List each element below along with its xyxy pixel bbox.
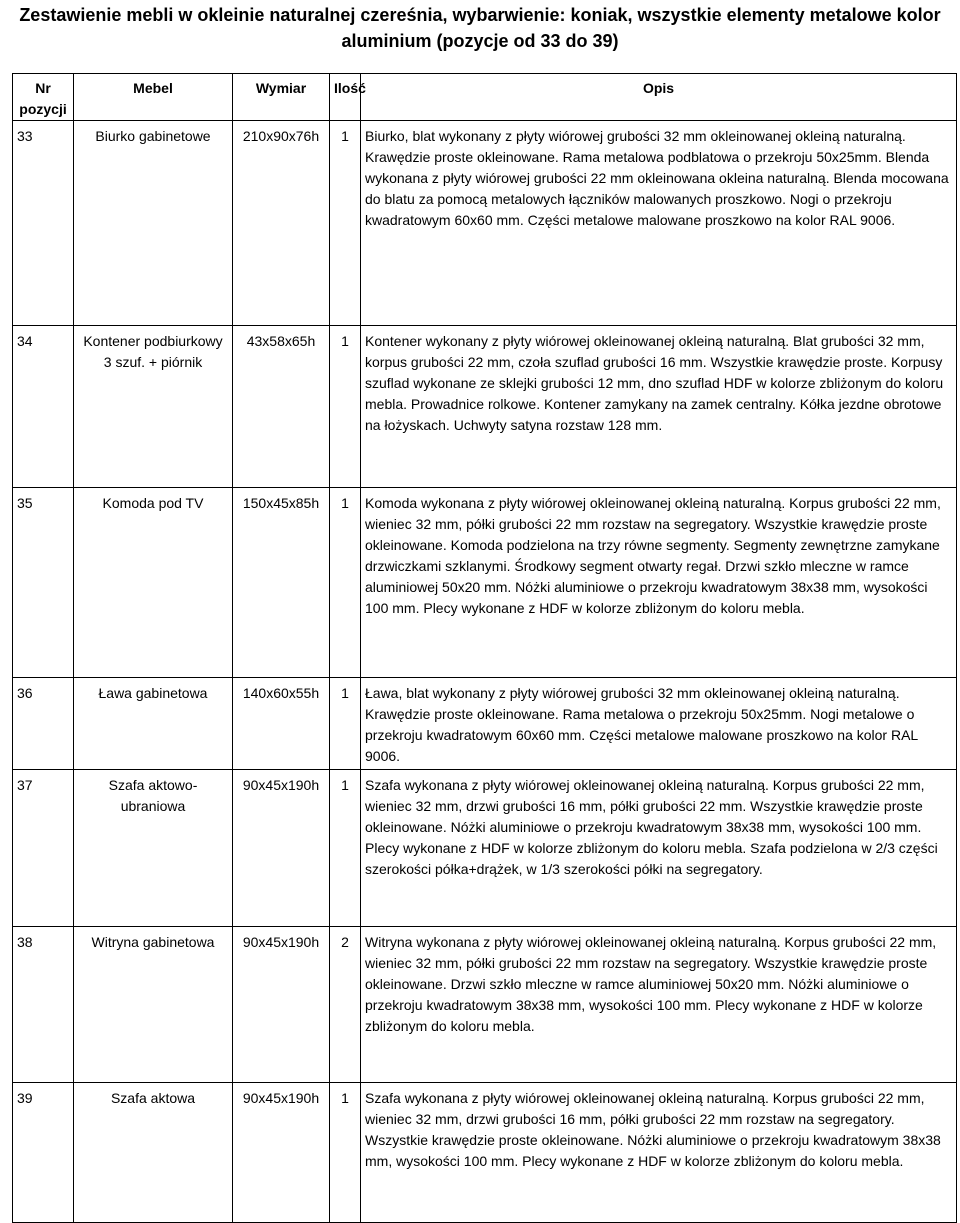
cell-wymiar: 90x45x190h: [233, 770, 330, 927]
cell-nr: 39: [13, 1083, 74, 1223]
cell-wymiar: 90x45x190h: [233, 1083, 330, 1223]
cell-opis: Szafa wykonana z płyty wiórowej okleinowanej okleiną naturalną. Korpus grubości 22 mm, wieniec 32 mm, drzwi grubości 16 mm, półki grubości 22 mm. Wszystkie krawędzie proste okleinowane. Nóżki aluminiowe o przekroju kwadratowym 38x38 mm, wysokości 100 mm. Plecy wykonane z HDF w kolorze zbliżonym do koloru mebla. Szafa podzielona w 2/3 części szerokości półka+drążek, w 1/3 szerokości półki na segregatory.: [361, 770, 957, 927]
cell-wymiar: 210x90x76h: [233, 121, 330, 326]
cell-mebel: Komoda pod TV: [74, 488, 233, 678]
page-title: Zestawienie mebli w okleinie naturalnej czereśnia, wybarwienie: koniak, wszystkie elementy metalowe kolor aluminium (pozycje od 33 do 39): [19, 5, 941, 51]
cell-nr: 33: [13, 121, 74, 326]
cell-opis: Witryna wykonana z płyty wiórowej okleinowanej okleiną naturalną. Korpus grubości 22 mm, wieniec 32 mm, półki grubości 22 mm rozstaw na segregatory. Wszystkie krawędzie proste okleinowane. Drzwi szkło mleczne w ramce aluminiowej 50x20 mm. Nóżki aluminiowe o przekroju kwadratowym 38x38 mm, wysokości 100 mm. Plecy wykonane z HDF w kolorze zbliżonym do koloru mebla.: [361, 927, 957, 1083]
header-wymiar: Wymiar: [233, 74, 330, 121]
table-row: [13, 927, 957, 1083]
cell-mebel: Biurko gabinetowe: [74, 121, 233, 326]
header-mebel: Mebel: [74, 74, 233, 121]
cell-nr: 38: [13, 927, 74, 1083]
header-ilosc: Ilość: [330, 74, 361, 121]
table-row: [13, 770, 957, 927]
table-row: [13, 488, 957, 678]
cell-mebel: Szafa aktowo-ubraniowa: [74, 770, 233, 927]
cell-ilosc: 1: [330, 770, 361, 927]
cell-opis: Ława, blat wykonany z płyty wiórowej grubości 32 mm okleinowanej okleiną naturalną. Krawędzie proste okleinowane. Rama metalowa o przekroju 50x25mm. Nogi metalowe o przekroju kwadratowym 60x60 mm. Części metalowe malowane proszkowo na kolor RAL 9006.: [361, 678, 957, 770]
header-opis: Opis: [361, 74, 957, 121]
table-row: [13, 326, 957, 488]
cell-mebel: Kontener podbiurkowy 3 szuf. + piórnik: [74, 326, 233, 488]
cell-nr: 35: [13, 488, 74, 678]
cell-ilosc: 1: [330, 121, 361, 326]
cell-ilosc: 1: [330, 488, 361, 678]
cell-ilosc: 1: [330, 1083, 361, 1223]
cell-wymiar: 150x45x85h: [233, 488, 330, 678]
table-row: [13, 121, 957, 326]
table-header-row: [13, 74, 957, 121]
cell-opis: Komoda wykonana z płyty wiórowej okleinowanej okleiną naturalną. Korpus grubości 22 mm, wieniec 32 mm, półki grubości 22 mm rozstaw na segregatory. Wszystkie krawędzie proste okleinowane. Komoda podzielona na trzy równe segmenty. Segmenty zewnętrzne zamykane drzwiczkami szklanymi. Środkowy segment otwarty regał. Drzwi szkło mleczne w ramce aluminiowej 50x20 mm. Nóżki aluminiowe o przekroju kwadratowym 38x38 mm, wysokości 100 mm. Plecy wykonane z HDF w kolorze zbliżonym do koloru mebla.: [361, 488, 957, 678]
cell-nr: 37: [13, 770, 74, 927]
cell-nr: 36: [13, 678, 74, 770]
table-row: [13, 678, 957, 770]
furniture-table: [12, 73, 957, 1223]
cell-opis: Kontener wykonany z płyty wiórowej okleinowanej okleiną naturalną. Blat grubości 32 mm, korpus grubości 22 mm, czoła szuflad grubości 16 mm. Wszystkie krawędzie proste. Korpusy szuflad wykonane ze sklejki grubości 12 mm, dno szuflad HDF w kolorze zbliżonym do koloru mebla. Prowadnice rolkowe. Kontener zamykany na zamek centralny. Kółka jezdne obrotowe na łożyskach. Uchwyty satyna rozstaw 128 mm.: [361, 326, 957, 488]
cell-mebel: Szafa aktowa: [74, 1083, 233, 1223]
cell-opis: Biurko, blat wykonany z płyty wiórowej grubości 32 mm okleinowanej okleiną naturalną. Krawędzie proste okleinowane. Rama metalowa podblatowa o przekroju 50x25mm. Blenda wykonana z płyty wiórowej grubości 22 mm okleinowana okleina naturalną. Blenda mocowana do blatu za pomocą metalowych łączników malowanych proszkowo. Nogi o przekroju kwadratowym 60x60 mm. Części metalowe malowane proszkowo na kolor RAL 9006.: [361, 121, 957, 326]
cell-ilosc: 1: [330, 678, 361, 770]
cell-ilosc: 1: [330, 326, 361, 488]
cell-mebel: Witryna gabinetowa: [74, 927, 233, 1083]
cell-opis: Szafa wykonana z płyty wiórowej okleinowanej okleiną naturalną. Korpus grubości 22 mm, wieniec 32 mm, drzwi grubości 16 mm, półki grubości 22 mm rozstaw na segregatory. Wszystkie krawędzie proste okleinowane. Nóżki aluminiowe o przekroju kwadratowym 38x38 mm, wysokości 100 mm. Plecy wykonane z HDF w kolorze zbliżonym do koloru mebla.: [361, 1083, 957, 1223]
cell-wymiar: 140x60x55h: [233, 678, 330, 770]
cell-wymiar: 90x45x190h: [233, 927, 330, 1083]
cell-nr: 34: [13, 326, 74, 488]
cell-mebel: Ława gabinetowa: [74, 678, 233, 770]
table-row: [13, 1083, 957, 1223]
cell-ilosc: 2: [330, 927, 361, 1083]
header-nr: Nr pozycji: [13, 74, 74, 121]
cell-wymiar: 43x58x65h: [233, 326, 330, 488]
